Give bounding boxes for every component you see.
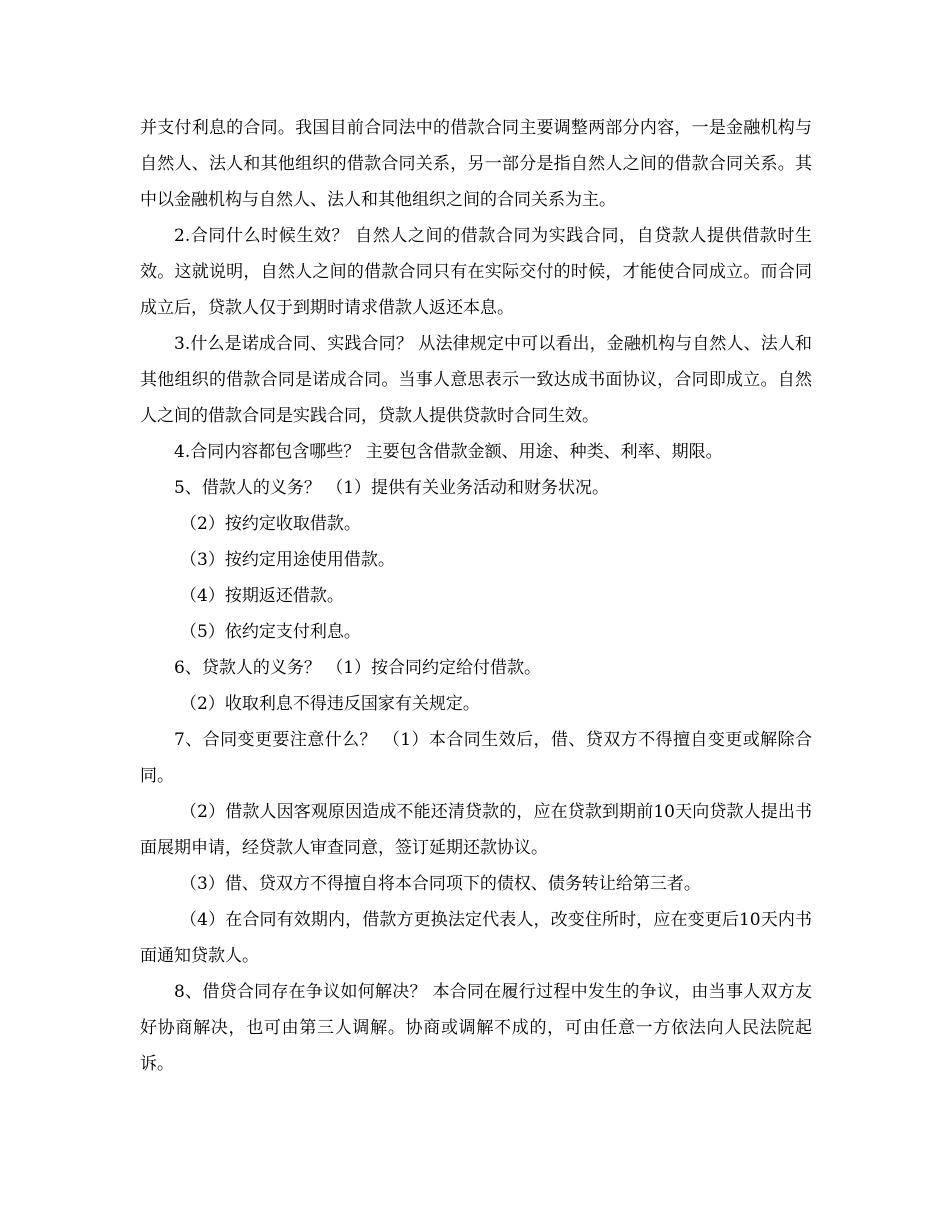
answer-text: 自然人之间的借款合同为实践合同，自贷款人提供借款时生效。这就说明，自然人之间的借款合同只有在实际交付的时候，才能使合同成立。而合同成立后，贷款人仅于到期时请求借款人返还本息。 <box>140 226 812 318</box>
list-item-borrower-5 <box>140 614 812 650</box>
list-item-text: （2）借款人因客观原因造成不能还清贷款的，应在贷款到期前10天向贷款人提出书面展期申请，经贷款人审查同意，签订延期还款协议。 <box>140 802 812 858</box>
list-item-text: （4）在合同有效期内，借款方更换法定代表人，改变住所时，应在变更后10天内书面通知贷款人。 <box>140 910 812 966</box>
list-item-change-2 <box>140 794 812 866</box>
list-item-text: （3）按约定用途使用借款。 <box>180 550 395 570</box>
list-item-lender-2 <box>140 686 812 722</box>
question-label: 8、借贷合同存在争议如何解决？ <box>174 982 427 1002</box>
list-item-change-3 <box>140 866 812 902</box>
question-label: 2.合同什么时候生效？ <box>174 226 350 246</box>
paragraph-text: 并支付利息的合同。我国目前合同法中的借款合同主要调整两部分内容，一是金融机构与自然人、法人和其他组织的借款合同关系，另一部分是指自然人之间的借款合同关系。其中以金融机构与自然人、法人和其他组织之间的合同关系为主。 <box>140 118 812 210</box>
answer-text: 主要包含借款金额、用途、种类、利率、期限。 <box>365 442 723 462</box>
paragraph-consensual-vs-real <box>140 326 812 434</box>
list-item-text: （2）按约定收取借款。 <box>180 514 361 534</box>
list-item-borrower-4 <box>140 578 812 614</box>
list-item-change-4 <box>140 902 812 974</box>
answer-text: 从法律规定中可以看出，金融机构与自然人、法人和其他组织的借款合同是诺成合同。当事人意思表示一致达成书面协议，合同即成立。自然人之间的借款合同是实践合同，贷款人提供贷款时合同生效。 <box>140 334 812 426</box>
document-body <box>140 110 812 1082</box>
paragraph-contract-contents <box>140 434 812 470</box>
question-label: 7、合同变更要注意什么？ <box>174 730 377 750</box>
question-label: 5、借款人的义务？ <box>174 478 321 498</box>
paragraph-borrower-obligations <box>140 470 812 506</box>
list-item-text: （5）依约定支付利息。 <box>180 622 361 642</box>
paragraph-lender-obligations <box>140 650 812 686</box>
question-label: 6、贷款人的义务？ <box>174 658 321 678</box>
question-label: 4.合同内容都包含哪些？ <box>174 442 361 462</box>
answer-text: （1）本合同生效后，借、贷双方不得擅自变更或解除合同。 <box>140 730 812 786</box>
paragraph-contract-changes <box>140 722 812 794</box>
paragraph-effective-time <box>140 218 812 326</box>
paragraph-loan-contract-overview <box>140 110 812 218</box>
list-item-text: （4）按期返还借款。 <box>180 586 344 606</box>
list-item-borrower-2 <box>140 506 812 542</box>
paragraph-dispute-resolution <box>140 974 812 1082</box>
question-label: 3.什么是诺成合同、实践合同？ <box>174 334 413 354</box>
list-item-text: （3）借、贷双方不得擅自将本合同项下的债权、债务转让给第三者。 <box>180 874 701 894</box>
list-item-text: （2）收取利息不得违反国家有关规定。 <box>180 694 480 714</box>
answer-text: （1）提供有关业务活动和财务状况。 <box>326 478 610 498</box>
list-item-borrower-3 <box>140 542 812 578</box>
answer-text: （1）按合同约定给付借款。 <box>326 658 542 678</box>
answer-text: 本合同在履行过程中发生的争议，由当事人双方友好协商解决，也可由第三人调解。协商或调解不成的，可由任意一方依法向人民法院起诉。 <box>140 982 812 1074</box>
